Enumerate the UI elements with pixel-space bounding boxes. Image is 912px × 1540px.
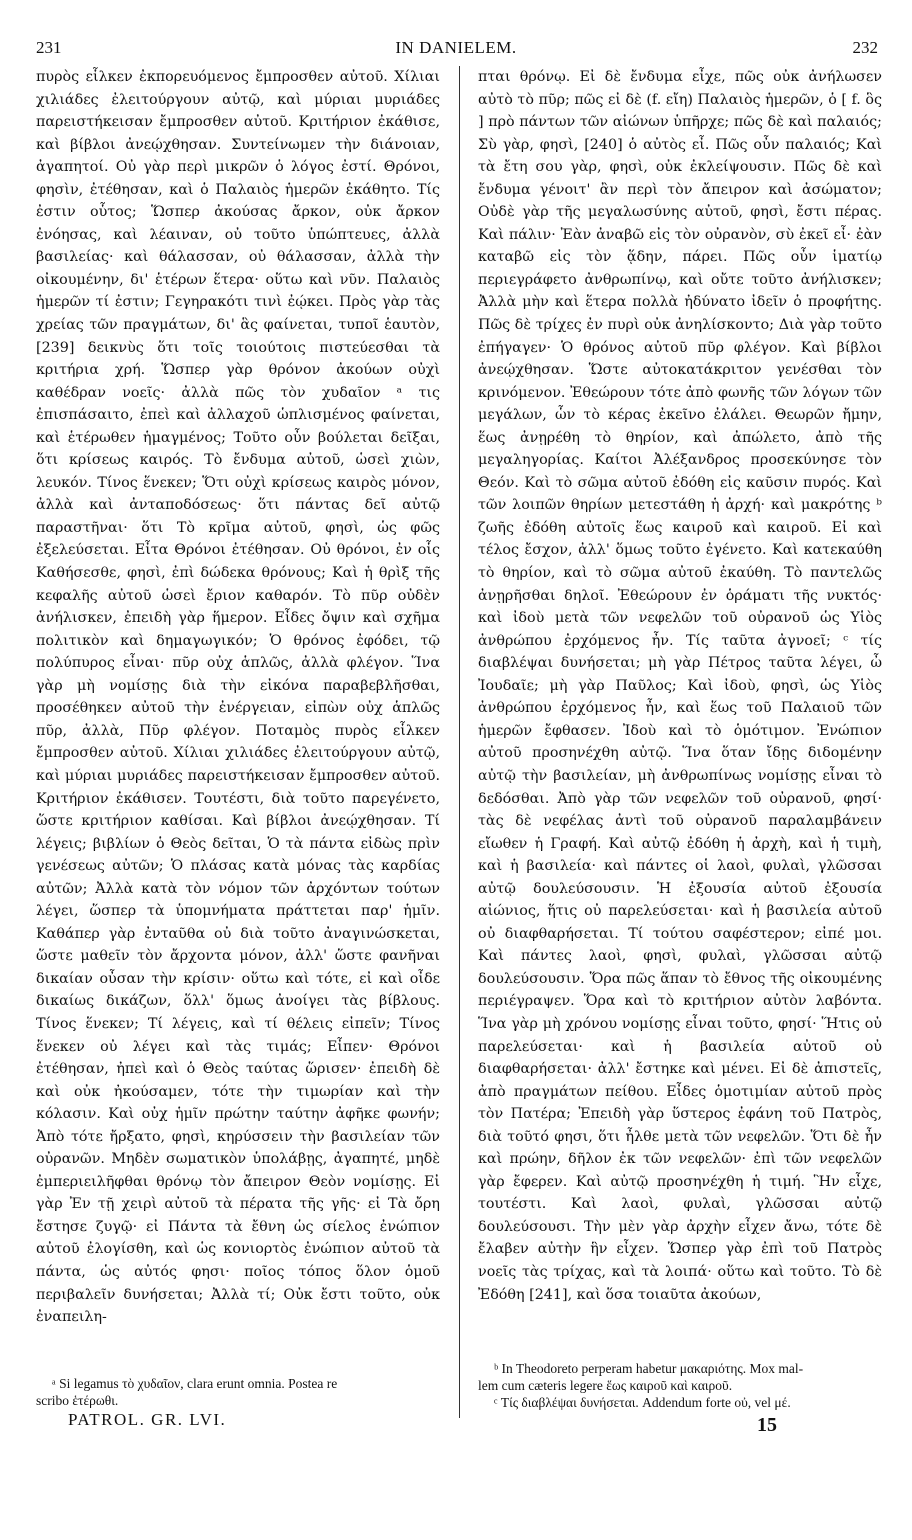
footnote-a-line2: scribo ἑτέρωθι. xyxy=(36,1393,119,1408)
column-divider xyxy=(459,66,460,1418)
page-number-left: 231 xyxy=(36,38,62,57)
right-column-text: πται θρόνῳ. Εἰ δὲ ἔνδυμα εἶχε, πῶς οὐκ ἀνήλωσεν αὐτὸ τὸ πῦρ; πῶς εἰ δὲ (f. εἴη) Παλαιὸς ἡμερῶν, ὁ [ f. ὃς ] πρὸ πάντων τῶν αἰώνων ὑπῆρχε; πῶς δὲ καὶ παλαιός; Σὺ γὰρ, φησὶ, [240] ὁ αὐτὸς εἶ. Πῶς οὖν παλαιός; Καὶ τὰ ἔτη σου γὰρ, φησὶ, οὐκ ἐκλείψουσιν. Πῶς δὲ καὶ ἔνδυμα γένοιτ' ἂν περὶ τὸν ἄπειρον καὶ ἀσώματον; Οὐδὲ γὰρ τῆς μεγαλωσύνης αὐτοῦ, φησὶ, ἔστι πέρας. Καὶ πάλιν· Ἐὰν ἀναβῶ εἰς τὸν οὐρανὸν, σὺ ἐκεῖ εἶ· ἐὰν καταβῶ εἰς τὸν ᾅδην, πάρει. Πῶς οὖν ἱματίῳ περιεγράφετο ἀνθρωπίνῳ, καὶ οὔτε τοῦτο ἀνήλισκεν; Ἀλλὰ μὴν καὶ ἕτερα πολλὰ ἠδύνατο ἰδεῖν ὁ προφήτης. Πῶς δὲ τρίχες ἐν πυρὶ οὐκ ἀνηλίσκοντο; Διὰ γὰρ τοῦτο ἐπήγαγεν· Ὁ θρόνος αὐτοῦ πῦρ φλέγον. Καὶ βίβλοι ἀνεῴχθησαν. Ὥστε αὐτοκατάκριτον γενέσθαι τὸν κρινόμενον. Ἐθεώρουν τότε ἀπὸ φωνῆς τῶν λόγων τῶν μεγάλων, ὧν τὸ κέρας ἐκεῖνο ἐλάλει. Θεωρῶν ἤμην, ἕως ἀνῃρέθη τὸ θηρίον, καὶ ἀπώλετο, ἀπὸ τῆς μεγαληγορίας. Καίτοι Ἀλέξανδρος προσεκύνησε τὸν Θεόν. Καὶ τὸ σῶμα αὐτοῦ ἐδόθη εἰς καῦσιν πυρός. Καὶ τῶν λοιπῶν θηρίων μετεστάθη ἡ ἀρχή· καὶ μακρότης ᵇ ζωῆς ἐδόθη αὐτοῖς ἕως καιροῦ καὶ καιροῦ. Εἰ καὶ τέλος ἔσχον, ἀλλ' ὅμως τοῦτο ἐγένετο. Καὶ κατεκαύθη τὸ θηρίον, καὶ τὸ σῶμα αὐτοῦ ἐκαύθη. Τὸ παντελῶς ἀνῃρῆσθαι δηλοῖ. Ἐθεώρουν ἐν ὁράματι τῆς νυκτός· καὶ ἰδοὺ μετὰ τῶν νεφελῶν τοῦ οὐρανοῦ ὡς Υἱὸς ἀνθρώπου ἐρχόμενος ἦν. Τίς ταῦτα ἀγνοεῖ; ᶜ τίς διαβλέψαι δυνήσεται; μὴ γὰρ Πέτρος ταῦτα λέγει, ὦ Ἰουδαῖε; μὴ γὰρ Παῦλος; Καὶ ἰδοὺ, φησὶ, ὡς Υἱὸς ἀνθρώπου ἐρχόμενος ἦν, καὶ ἕως τοῦ Παλαιοῦ τῶν ἡμερῶν ἔφθασεν. Ἰδοὺ καὶ τὸ ὁμότιμον. Ἐνώπιον αὐτοῦ προσηνέχθη αὐτῷ. Ἵνα ὅταν ἴδῃς διδομένην αὐτῷ τὴν βασιλείαν, μὴ ἀνθρωπίνως νομίσῃς εἶναι τὸ δεδόσθαι. Ἀπὸ γὰρ τῶν νεφελῶν τοῦ οὐρανοῦ, φησί· τὰς δὲ νεφέλας ἀντὶ τοῦ οὐρανοῦ παραλαμβάνειν εἴωθεν ἡ Γραφή. Καὶ αὐτῷ ἐδόθη ἡ ἀρχὴ, καὶ ἡ τιμὴ, καὶ ἡ βασιλεία· καὶ πάντες οἱ λαοὶ, φυλαὶ, γλῶσσαι αὐτῷ δουλεύσουσιν. Ἡ ἐξουσία αὐτοῦ ἐξουσία αἰώνιος, ἥτις οὐ παρελεύσεται· καὶ ἡ βασιλεία αὐτοῦ οὐ διαφθαρήσεται. Τί τούτου σαφέστερον; εἰπέ μοι. Καὶ πάντες λαοὶ, φησὶ, φυλαὶ, γλῶσσαι αὐτῷ δουλεύσουσιν. Ὅρα πῶς ἅπαν τὸ ἔθνος τῆς οἰκουμένης περιέγραψεν. Ὅρα καὶ τὸ κριτήριον αὐτὸν λαβόντα. Ἵνα γὰρ μὴ χρόνου νομίσῃς εἶναι τοῦτο, φησί· Ἥτις οὐ παρελεύσεται· καὶ ἡ βασιλεία αὐτοῦ οὐ διαφθαρήσεται· ἀλλ' ἔστηκε καὶ μένει. Εἰ δὲ ἀπιστεῖς, ἀπὸ πραγμάτων πείθου. Εἶδες ὁμοτιμίαν αὐτοῦ πρὸς τὸν Πατέρα; Ἐπειδὴ γὰρ ὕστερος ἐφάνη τοῦ Πατρὸς, διὰ τοῦτό φησι, ὅτι ἦλθε μετὰ τῶν νεφελῶν. Ὅτι δὲ ἦν καὶ πρώην, δῆλον ἐκ τῶν νεφελῶν· ἐπὶ τῶν νεφελῶν γὰρ ἔφερεν. Καὶ αὐτῷ προσηνέχθη ἡ τιμή. Ἣν εἶχε, τουτέστι. Καὶ λαοὶ, φυλαὶ, γλῶσσαι αὐτῷ δουλεύσουσι. Τὴν μὲν γὰρ ἀρχὴν εἶχεν ἄνω, τότε δὲ ἔλαβεν αὐτὴν ἣν εἶχεν. Ὥσπερ γὰρ ἐπὶ τοῦ Πατρὸς νοεῖς τὰς τρίχας, καὶ τὰ λοιπά· οὕτω καὶ τοῦτο. Τὸ δὲ Ἐδόθη [241], καὶ ὅσα τοιαῦτα ἀκούων, xyxy=(478,69,882,1303)
left-column-text: πυρὸς εἷλκεν ἐκπορευόμενος ἔμπροσθεν αὐτοῦ. Χίλιαι χιλιάδες ἐλειτούργουν αὐτῷ, καὶ μύριαι μυριάδες παρειστήκεισαν ἔμπροσθεν αὐτοῦ. Κριτήριον ἐκάθισε, καὶ βίβλοι ἀνεῴχθησαν. Συντείνωμεν τὴν διάνοιαν, ἀγαπητοί. Οὐ γὰρ περὶ μικρῶν ὁ λόγος ἐστί. Θρόνοι, φησὶν, ἐτέθησαν, καὶ ὁ Παλαιὸς ἡμερῶν ἐκάθητο. Τίς ἐστιν οὗτος; Ὥσπερ ἀκούσας ἄρκον, οὐκ ἄρκον ἐνόησας, καὶ λέαιναν, οὐ τοῦτο ὑπώπτευες, ἀλλὰ βασιλείας· καὶ θάλασσαν, οὐ θάλασσαν, ἀλλὰ τὴν οἰκουμένην, δι' ἑτέρων ἕτερα· οὕτω καὶ νῦν. Παλαιὸς ἡμερῶν τί ἐστιν; Γεγηρακότι τινὶ ἐῴκει. Πρὸς γὰρ τὰς χρείας τῶν πραγμάτων, δι' ἃς φαίνεται, τυποῖ ἑαυτὸν, [239] δεικνὺς ὅτι τοῖς τοιούτοις πιστεύεσθαι τὰ κριτήρια χρή. Ὥσπερ γὰρ θρόνον ἀκούων οὐχὶ καθέδραν νοεῖς· ἀλλὰ πῶς τὸν χυδαῖον ᵃ τις ἐπισπάσαιτο, ἐπεὶ καὶ ἀλλαχοῦ ὡπλισμένος φαίνεται, καὶ ἑτέρωθεν ἡμαγμένος; Τοῦτο οὖν βούλεται δεῖξαι, ὅτι κρίσεως καιρός. Τὸ ἔνδυμα αὐτοῦ, ὡσεὶ χιὼν, λευκόν. Τίνος ἕνεκεν; Ὅτι οὐχὶ κρίσεως καιρὸς μόνον, ἀλλὰ καὶ ἀνταποδόσεως· ὅτι πάντας δεῖ αὐτῷ παραστῆναι· ὅτι Τὸ κρῖμα αὐτοῦ, φησὶ, ὡς φῶς ἐξελεύσεται. Εἶτα Θρόνοι ἐτέθησαν. Οὐ θρόνοι, ἐν οἷς Καθήσεσθε, φησὶ, ἐπὶ δώδεκα θρόνους; Καὶ ἡ θρὶξ τῆς κεφαλῆς αὐτοῦ ὡσεὶ ἔριον καθαρόν. Τὸ πῦρ οὐδὲν ἀνήλισκεν, ἐπειδὴ γὰρ ἥμερον. Εἶδες ὄψιν καὶ σχῆμα πολιτικὸν καὶ δημαγωγικόν; Ὁ θρόνος ἐφόδει, τῷ πολύπυρος εἶναι· πῦρ οὐχ ἁπλῶς, ἀλλὰ φλέγον. Ἵνα γὰρ μὴ νομίσῃς διὰ τὴν εἰκόνα παραβεβλῆσθαι, προσέθηκεν αὐτοῦ τὴν ἐνέργειαν, εἰπὼν οὐχ ἁπλῶς πῦρ, ἀλλὰ, Πῦρ φλέγον. Ποταμὸς πυρὸς εἷλκεν ἔμπροσθεν αὐτοῦ. Χίλιαι χιλιάδες ἐλειτούργουν αὐτῷ, καὶ μύριαι μυριάδες παρειστήκεισαν ἔμπροσθεν αὐτοῦ. Κριτήριον ἐκάθισεν. Τουτέστι, διὰ τοῦτο παρεγένετο, ὥστε κριτήριον καθίσαι. Καὶ βίβλοι ἀνεῴχθησαν. Τί λέγεις; βιβλίων ὁ Θεὸς δεῖται, Ὁ τὰ πάντα εἰδὼς πρὶν γενέσεως αὐτῶν; Ὁ πλάσας κατὰ μόνας τὰς καρδίας αὐτῶν; Ἀλλὰ κατὰ τὸν νόμον τῶν ἀρχόντων τούτων λέγει, ὥσπερ τὰ ὑπομνήματα πράττεται παρ' ἡμῖν. Καθάπερ γὰρ ἐνταῦθα οὐ διὰ τοῦτο ἀναγινώσκεται, ὥστε μαθεῖν τὸν ἄρχοντα μόνον, ἀλλ' ὥστε φανῆναι δικαίαν οὖσαν τὴν κρίσιν· οὕτω καὶ τότε, εἰ καὶ οἶδε δικαίως δικάζων, ὅλλ' ὅμως ἀνοίγει τὰς βίβλους. Τίνος ἕνεκεν; Τί λέγεις, καὶ τί θέλεις εἰπεῖν; Τίνος ἕνεκεν οὐ λέγει καὶ τὰς τιμάς; Εἶπεν· Θρόνοι ἐτέθησαν, ἠπεὶ καὶ ὁ Θεὸς ταύτας ὥρισεν· ἐπειδὴ δὲ καὶ οὐκ ἠκούσαμεν, τότε τὴν τιμωρίαν καὶ τὴν κόλασιν. Καὶ οὐχ ἡμῖν πρώτην ταύτην ἀφῆκε φωνήν; Ἀπὸ τότε ἤρξατο, φησὶ, κηρύσσειν τὴν βασιλείαν τῶν οὐρανῶν. Μηδὲν σωματικὸν ὑπολάβῃς, ἀγαπητέ, μηδὲ ἐμπεριειλῆφθαι θρόνῳ τὸν ἄπειρον Θεὸν νομίσῃς. Εἰ γὰρ Ἐν τῇ χειρὶ αὐτοῦ τὰ πέρατα τῆς γῆς· εἰ Τὰ ὄρη ἔστησε ζυγῷ· εἰ Πάντα τὰ ἔθνη ὡς σίελος ἐνώπιον αὐτοῦ ἐλογίσθη, καὶ ὡς κονιορτὸς ἐνώπιον αὐτοῦ τὰ πάντα, ὡς αὐτός φησι· ποῖος τόπος ὅλον ὁμοῦ περιβαλεῖν δυνήσεται; Ἀλλὰ τί; Οὐκ ἔστι τοῦτο, οὐκ ἐναπειλη- xyxy=(36,69,440,1326)
page-number-right: 232 xyxy=(852,38,878,57)
footnotes-left xyxy=(36,1375,436,1409)
running-title: IN DANIELEM. xyxy=(395,38,517,57)
left-column xyxy=(36,66,440,1329)
footnote-b-line2: lem cum cæteris legere ἕως καιροῦ καὶ καιροῦ. xyxy=(478,1378,733,1393)
right-column xyxy=(478,66,882,1306)
footnote-b-line1: ᵇ In Theodoreto perperam habetur μακαριότης. Mox mal- xyxy=(494,1361,804,1376)
signature-mark-right: 15 xyxy=(757,1414,777,1436)
footnote-c: ᶜ Τίς διαβλέψαι δυνήσεται. Addendum forte οὐ, vel μέ. xyxy=(494,1395,791,1410)
footnote-a-line1: ᵃ Si legamus τὸ χυδαῖον, clara erunt omnia. Postea re xyxy=(52,1376,338,1391)
running-header xyxy=(28,38,884,62)
signature-mark-left: PATROL. GR. LVI. xyxy=(68,1410,227,1429)
footnotes-right xyxy=(478,1360,888,1411)
